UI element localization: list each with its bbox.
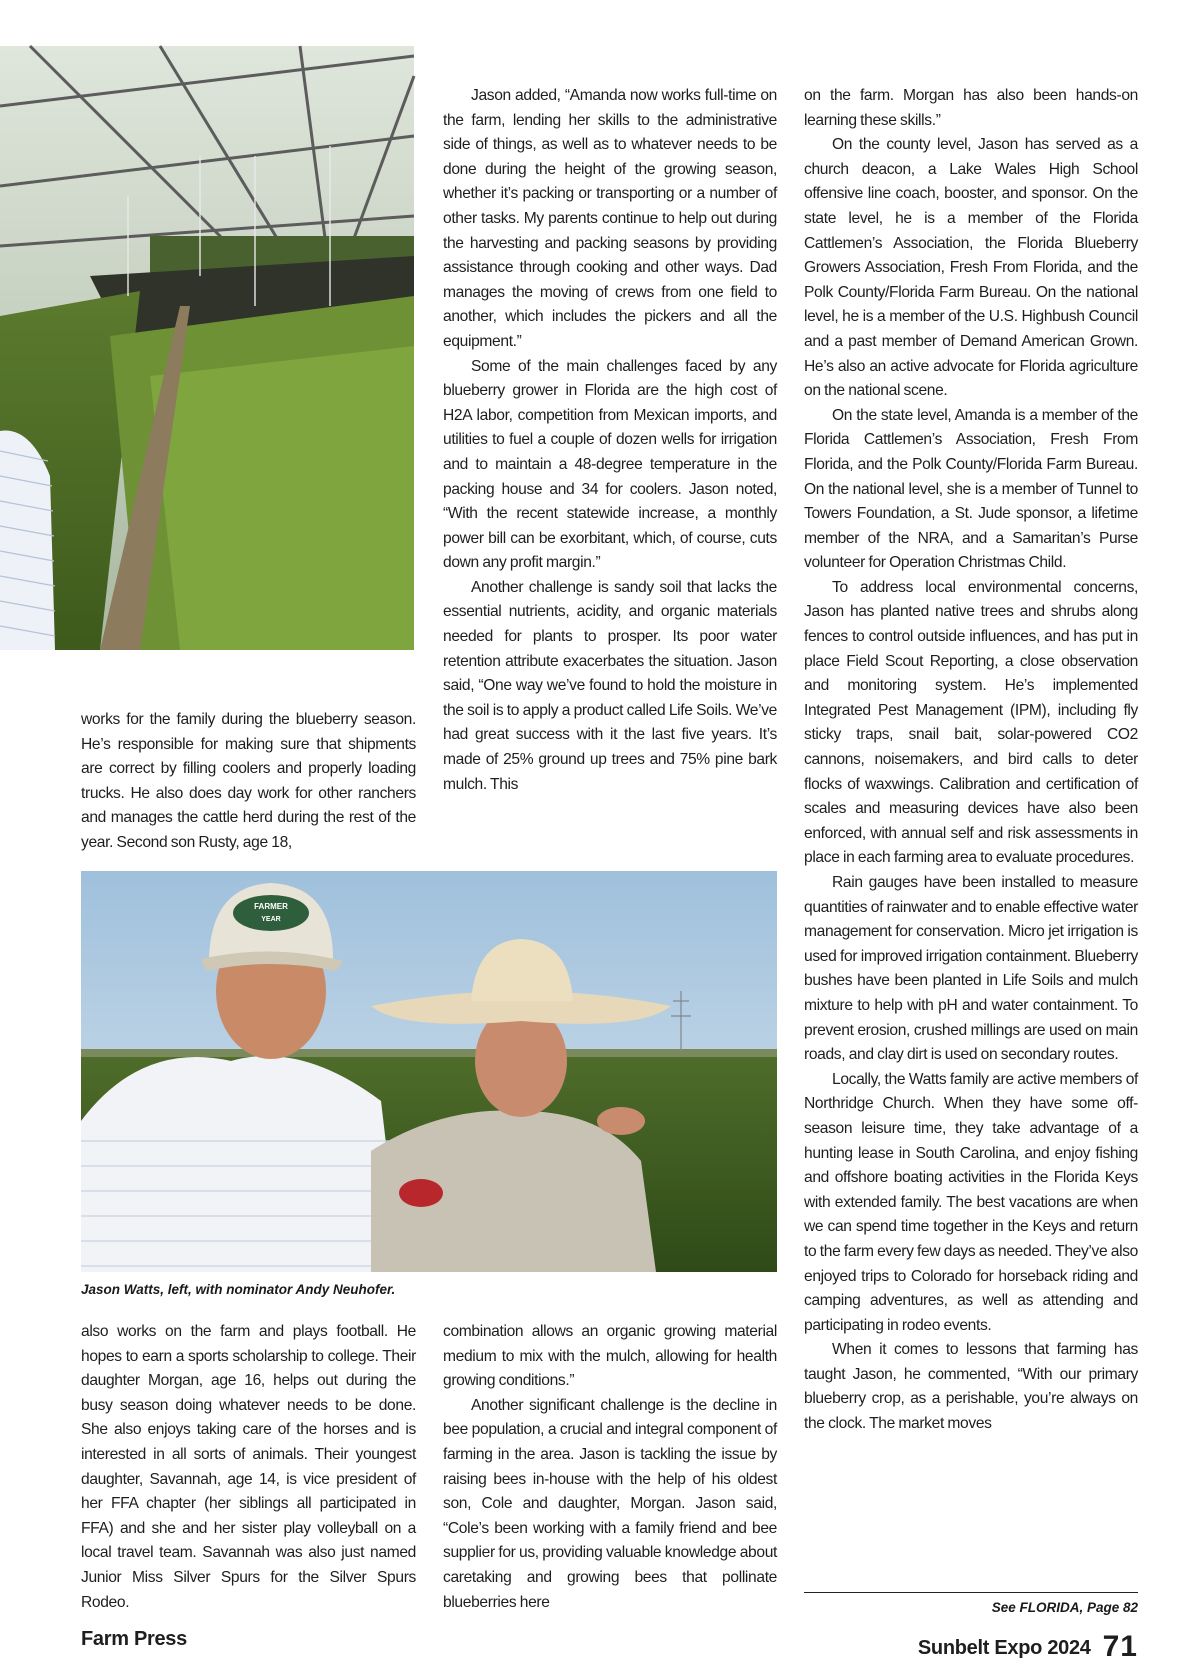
portrait-illustration: [81, 871, 777, 1272]
continuation-divider: [804, 1592, 1138, 1593]
article-paragraph: on the farm. Morgan has also been hands-on learning these skills.”: [804, 87, 1138, 129]
article-column-left-middle: [81, 708, 416, 854]
article-column-middle-bottom: [443, 1320, 777, 1611]
article-paragraph: When it comes to lessons that farming has taught Jason, he commented, “With our primary blueberry crop, as a perishable, you’re always on the clock. The market moves: [804, 1341, 1138, 1433]
hat-patch-text-bottom: YEAR: [261, 916, 281, 923]
article-paragraph: also works on the farm and plays football. He hopes to earn a sports scholarship to college. Their daughter Morgan, age 16, helps out during the busy season doing whatever needs to be done. She also enjoys taking care of the horses and is interested in all sorts of animals. Their youngest daughter, Savannah, age 14, is vice president of her FFA chapter (her siblings all participated in FFA) and she and her sister play volleyball on a local travel team. Savannah was also just named Junior Miss Silver Spurs for the Silver Spurs Rodeo.: [81, 1323, 416, 1611]
footer-issue-group: [918, 1628, 1138, 1662]
article-paragraph: Jason added, “Amanda now works full-time on the farm, lending her skills to the administrative side of things, as well as to whatever needs to be done during the height of the growing season, whether it’s packing or transporting or a number of other tasks. My parents continue to help out during the harvesting and packing seasons by providing assistance through cooking and other ways. Dad manages the moving of crews from one field to another, which includes the pickers and all the equipment.”: [443, 87, 777, 350]
article-paragraph: works for the family during the blueberry season. He’s responsible for making sure that shipments are correct by filling coolers and properly loading trucks. He also does day work for other ranchers and manages the cattle herd during the rest of the year. Second son Rusty, age 18,: [81, 711, 416, 851]
article-paragraph: Another challenge is sandy soil that lacks the essential nutrients, acidity, and organic materials needed for plants to prosper. Its poor water retention attribute exacerbates the situation. Jason said, “One way we’ve found to hold the moisture in the soil is to apply a product called Life Soils. We’ve had great success with it the last five years. It’s made of 25% ground up trees and 75% pine bark mulch. This: [443, 578, 777, 793]
portrait-photo: [81, 871, 777, 1272]
article-paragraph: combination allows an organic growing material medium to mix with the mulch, allowing for health growing conditions.”: [443, 1323, 777, 1390]
article-paragraph: Some of the main challenges faced by any blueberry grower in Florida are the high cost of H2A labor, competition from Mexican imports, and utilities to fuel a couple of dozen wells for irrigation and to maintain a 48-degree temperature in the packing house and 34 for coolers. Jason noted, “With the recent statewide increase, a monthly power bill can be exorbitant, which, of course, cuts down any profit margin.”: [443, 357, 777, 572]
article-paragraph: Rain gauges have been installed to measure quantities of rainwater and to enable effective water management for conservation. Micro jet irrigation is used for improved irrigation containment. Blueberry bushes have been planted in Life Soils and mulch mixture to help with pH and water containment. To prevent erosion, crushed millings are used on main roads, and clay dirt is used on secondary routes.: [804, 874, 1138, 1064]
article-paragraph: On the county level, Jason has served as a church deacon, a Lake Wales High School offensive line coach, booster, and sponsor. On the state level, he is a member of the Florida Cattlemen’s Association, the Florida Blueberry Growers Association, Fresh From Florida, and the Polk County/Florida Farm Bureau. On the national level, he is a member of the U.S. Highbush Council and a past member of Demand American Grown. He’s also an active advocate for Florida agriculture on the national scene.: [804, 136, 1138, 400]
continuation-reference: See FLORIDA, Page 82: [991, 1600, 1138, 1615]
footer-issue: Sunbelt Expo 2024: [917, 1637, 1091, 1659]
article-column-middle-top: [443, 84, 777, 850]
article-paragraph: On the state level, Amanda is a member of the Florida Cattlemen’s Association, Fresh From Florida, and the Polk County/Florida Farm Bureau. On the national level, she is a member of Tunnel to Towers Foundation, a St. Jude sponsor, a lifetime member of the NRA, and a Samaritan’s Purse volunteer for Operation Christmas Child.: [804, 406, 1138, 572]
article-paragraph: Locally, the Watts family are active members of Northridge Church. When they have some off-season leisure time, they take advantage of a hunting lease in South Carolina, and enjoy fishing and offshore boating activities in the Florida Keys with extended family. The best vacations are when we can spend time together in the Keys and return to the farm every few days as needed. They’ve also enjoyed trips to Colorado for horseback riding and camping adventures, as well as attending and participating in rodeo events.: [804, 1070, 1138, 1334]
article-column-right: [804, 84, 1138, 1600]
article-paragraph: To address local environmental concerns, Jason has planted native trees and shrubs along fences to control outside influences, and has put in place Field Scout Reporting, a close observation and monitoring system. He’s implemented Integrated Pest Management (IPM), including fly sticky traps, snail bait, solar-powered CO2 cannons, noisemakers, and bird calls to deter flocks of waxwings. Calibration and certification of scales and measuring devices have also been enforced, with annual self and risk assessments in place in each farming area to evaluate procedures.: [804, 578, 1138, 867]
greenhouse-photo: [0, 46, 414, 650]
article-paragraph: Another significant challenge is the decline in bee population, a crucial and integral component of farming in the area. Jason is tackling the issue by raising bees in-house with the help of his oldest son, Cole and daughter, Morgan. Jason said, “Cole’s been working with a family friend and bee supplier for us, providing valuable knowledge about caretaking and growing bees that pollinate blueberries here: [443, 1396, 777, 1611]
page-number: 71: [1102, 1630, 1138, 1663]
greenhouse-illustration: [0, 46, 414, 650]
photo-caption: Jason Watts, left, with nominator Andy Neuhofer.: [81, 1282, 396, 1297]
hat-patch-text-top: FARMER: [254, 902, 288, 911]
footer-publication: Farm Press: [81, 1628, 187, 1650]
article-column-left-bottom: [81, 1320, 416, 1611]
